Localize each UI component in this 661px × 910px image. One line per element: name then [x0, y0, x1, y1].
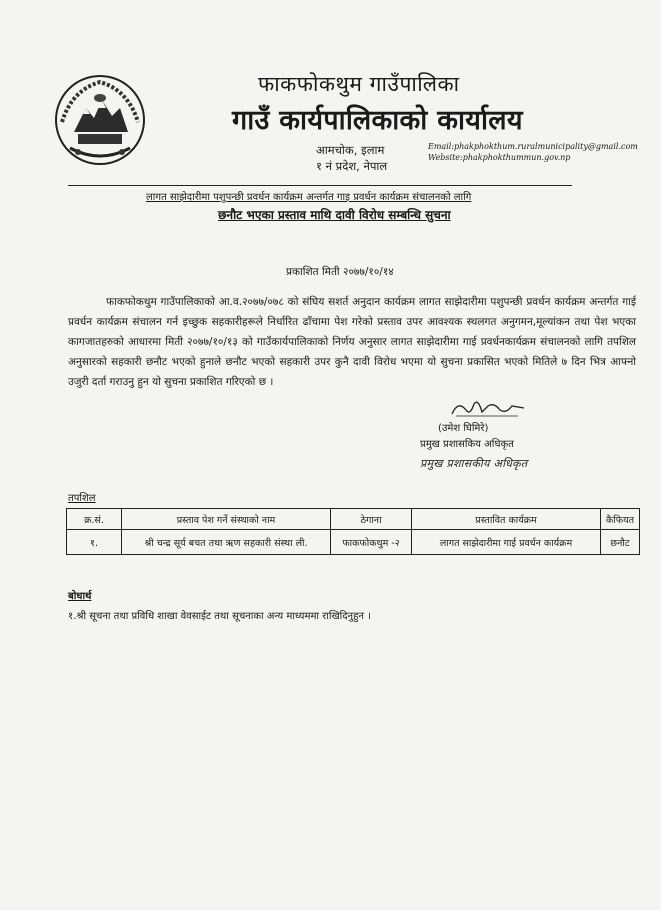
header-divider	[68, 185, 572, 186]
table-row	[67, 530, 640, 555]
address-line-2: १ नं प्रदेश, नेपाल	[316, 159, 388, 173]
header-address: ठेगाना	[331, 509, 412, 530]
cell-remarks: छनौट	[601, 530, 640, 555]
nepal-government-emblem-icon	[52, 72, 148, 168]
cell-serial: १.	[67, 530, 122, 555]
cell-address: फाकफोकथुम -२	[331, 530, 412, 555]
address-line-1: आमचोक, इलाम	[316, 143, 385, 157]
org-name: फाकफोकथुम गाउँपालिका	[258, 72, 460, 96]
official-stamp: प्रमुख प्रशासकीय अधिकृत	[420, 457, 528, 470]
header-remarks: कैफियत	[601, 509, 640, 530]
details-table	[66, 508, 640, 555]
subject-line-1: लागत साझेदारीमा पशुपन्छी प्रवर्धन कार्यक्रम अन्तर्गत गाइ प्रवर्धन कार्यक्रम संचालनको लागि	[146, 192, 472, 203]
header-program: प्रस्तावित कार्यक्रम	[412, 509, 601, 530]
email-text: Email:phakphokthum.ruralmunicipality@gmail.com	[428, 142, 638, 151]
signatory-name: (उमेश घिमिरे)	[438, 423, 489, 434]
subject-line-2: छनौट भएका प्रस्ताव माथि दावी विरोध सम्बन्धि सुचना	[218, 208, 451, 222]
cc-item: १.श्री सूचना तथा प्रविधि शाखा वेवसाईट तथा सूचनाका अन्य माध्यममा राखिदिनुहुन ।	[68, 611, 371, 622]
office-name: गाउँ कार्यपालिकाको कार्यालय	[232, 105, 523, 136]
signature-icon	[448, 396, 528, 422]
header-serial: क्र.सं.	[67, 509, 122, 530]
website-text: Website:phakphokthummun.gov.np	[428, 153, 571, 162]
table-header-row	[67, 509, 640, 530]
table-label: तपशिल	[68, 493, 96, 504]
cell-org-name: श्री चन्द्र सूर्य बचत तथा ऋण सहकारी संस्था ली.	[122, 530, 331, 555]
cell-program: लागत साझेदारीमा गाई प्रवर्धन कार्यक्रम	[412, 530, 601, 555]
notice-body: फाकफोकथुम गाउँपालिकाको आ.व.२०७७/०७८ को संघिय सशर्त अनुदान कार्यक्रम लागत साझेदारीमा पशुपन्छी प्रवर्धन कार्यक्रम अन्तर्गत गाई प्रवर्धन कार्यक्रम संचालन गर्न इच्छुक सहकारीहरूले निर्धारित ढाँचामा पेश गरेको प्रस्ताव उपर आवश्यक स्थलगत अनुगमन,मूल्यांकन तथा पेश भएका कागजातहरुको आधारमा मिती २०७७/१०/१३ को गाउँकार्यपालिकाको निर्णय अनुसार लागत साझेदारीमा गाई प्रवर्धनकार्यक्रम संचालनको लागि तपशिल अनुसारको सहकारी छनौट भएको हुनाले छनौट भएको सहकारी उपर कुनै दावी विरोध भएमा यो सुचना प्रकासित भएको मितिले ७ दिन भित्र आफ्नो उजुरी दर्ता गराउनु हुन यो सुचना प्रकाशित गरिएको छ ।	[68, 296, 636, 388]
cc-label: बोधार्थ	[68, 591, 92, 602]
published-date: प्रकाशित मिती २०७७/१०/१४	[286, 266, 394, 278]
signatory-title: प्रमुख प्रशासकिय अधिकृत	[420, 439, 514, 450]
header-org-name: प्रस्ताव पेश गर्ने संस्थाको नाम	[122, 509, 331, 530]
